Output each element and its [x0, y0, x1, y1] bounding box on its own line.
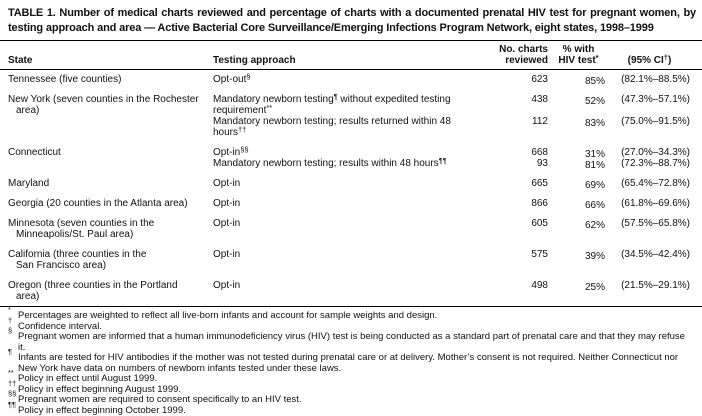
- approach-text: Mandatory newborn testing; results returned within 48 hours: [213, 116, 451, 138]
- table-row: [213, 158, 694, 169]
- footnote-text: Pregnant women are informed that a human immunodeficiency virus (HIV) test is being conducted as a standard part of prenatal care and that they may refuse it.: [18, 331, 685, 353]
- table-row-new-york: [8, 94, 694, 138]
- state-name-wrap: area): [8, 291, 213, 302]
- ci-value: (72.3%–88.7%): [605, 158, 694, 169]
- column-header-charts-reviewed: [480, 44, 552, 66]
- approach-text: Opt-out: [213, 74, 246, 85]
- table-row: [213, 249, 694, 260]
- table-row: [213, 280, 694, 291]
- pct-hiv-test-value: 83%: [552, 118, 605, 140]
- footnote-text: Confidence interval.: [18, 321, 102, 332]
- footnote-marker: ¶¶: [439, 156, 447, 165]
- state-cell: [8, 198, 213, 209]
- table-title: TABLE 1. Number of medical charts reviewed and percentage of charts with a documented prenatal HIV test for pregnant women, by testing approach and area — Active Bacterial Core Surveillance/Emerging Infections Program Network, eight states, 1998–1999: [0, 0, 702, 40]
- charts-reviewed-value: 866: [480, 198, 552, 209]
- ci-value: (21.5%–29.1%): [605, 280, 694, 291]
- ci-value: (65.4%–72.8%): [605, 178, 694, 189]
- approach-text: Opt-in: [213, 280, 240, 291]
- state-name: Minnesota (seven counties in the: [8, 218, 213, 229]
- pct-hiv-test-value: 25%: [552, 282, 605, 293]
- state-name: Maryland: [8, 178, 213, 189]
- footnotes-section: [0, 307, 702, 416]
- ci-value: (47.3%–57.1%): [605, 94, 694, 116]
- table-row: [213, 218, 694, 229]
- testing-approach-cell: [213, 218, 480, 229]
- footnote-marker: §§: [240, 145, 248, 154]
- column-header-state: State: [8, 55, 213, 66]
- footnote-marker-asterisk: *: [596, 53, 599, 62]
- table-row: [213, 178, 694, 189]
- charts-reviewed-value: 665: [480, 178, 552, 189]
- footnote-double-dagger: †† Policy in effect beginning August 1999.: [8, 385, 694, 396]
- ci-value: (82.1%–88.5%): [605, 74, 694, 85]
- entries: [213, 178, 694, 189]
- state-cell: [8, 147, 213, 169]
- approach-text: Opt-in: [213, 178, 240, 189]
- table-row: [213, 116, 694, 138]
- pct-hiv-test-value: 52%: [552, 96, 605, 118]
- table-row: [213, 74, 694, 85]
- state-cell: [8, 94, 213, 138]
- column-header-pct-line1: % with: [552, 44, 605, 55]
- footnote-dagger: † Confidence interval.: [8, 322, 694, 333]
- table-row-california: [8, 249, 694, 271]
- approach-text: Opt-in: [213, 218, 240, 229]
- testing-approach-cell: [213, 74, 480, 85]
- state-name: California (three counties in the: [8, 249, 213, 260]
- state-name-wrap: Minneapolis/St. Paul area): [8, 229, 213, 240]
- table-row-minnesota: [8, 218, 694, 240]
- testing-approach-cell: [213, 116, 480, 138]
- state-cell: [8, 178, 213, 189]
- footnote-marker: ¶: [334, 92, 338, 101]
- footnote-section: § Pregnant women are informed that a human immunodeficiency virus (HIV) test is being conducted as a standard part of prenatal care and that they may refuse it.: [8, 332, 694, 353]
- column-header-ci-label: (95% CI: [628, 55, 664, 66]
- state-cell: [8, 280, 213, 302]
- footnote-text: Infants are tested for HIV antibodies if the mother was not tested during prenatal care or at delivery. Mother’s consent is not required. Neither Connecticut nor New York have data on numbers of newborn infants tested under these laws.: [18, 352, 678, 374]
- column-header-pct-line2: [552, 55, 605, 66]
- charts-reviewed-value: 668: [480, 147, 552, 158]
- state-name-wrap: area): [8, 105, 213, 116]
- state-name: Connecticut: [8, 147, 213, 158]
- state-name: Tennessee (five counties): [8, 74, 213, 85]
- footnote-marker: §: [246, 72, 250, 81]
- approach-text: Opt-in: [213, 147, 240, 158]
- entries: [213, 218, 694, 240]
- testing-approach-cell: [213, 178, 480, 189]
- footnote-marker: ††: [238, 125, 246, 134]
- state-cell: [8, 74, 213, 85]
- ci-value: (75.0%–91.5%): [605, 116, 694, 138]
- table-row-tennessee: [8, 74, 694, 85]
- state-cell: [8, 249, 213, 271]
- ci-value: (61.8%–69.6%): [605, 198, 694, 209]
- footnote-double-paragraph: ¶¶ Policy in effect beginning October 1999.: [8, 406, 694, 416]
- approach-text: Opt-in: [213, 249, 240, 260]
- pct-hiv-test-value: 66%: [552, 200, 605, 211]
- entries: [213, 198, 694, 209]
- table-body: [0, 70, 702, 306]
- approach-text: Opt-in: [213, 198, 240, 209]
- testing-approach-cell: [213, 249, 480, 260]
- table-row: [213, 94, 694, 116]
- column-header-pct-label: HIV test: [558, 55, 595, 66]
- footnote-marker2: **: [266, 103, 272, 112]
- footnote-text: Policy in effect beginning October 1999.: [18, 405, 186, 416]
- footnote-paragraph: ¶ Infants are tested for HIV antibodies if the mother was not tested during prenatal care or at delivery. Mother’s consent is not required. Neither Connecticut nor New York have data on numbers of newborn infants tested under these laws.: [8, 353, 694, 374]
- entries: [213, 74, 694, 85]
- pct-hiv-test-value: 31%: [552, 149, 605, 160]
- testing-approach-cell: [213, 158, 480, 169]
- charts-reviewed-value: 623: [480, 74, 552, 85]
- pct-hiv-test-value: 85%: [552, 76, 605, 87]
- table-row-georgia: [8, 198, 694, 209]
- charts-reviewed-value: 575: [480, 249, 552, 260]
- footnote-double-asterisk: ** Policy in effect until August 1999.: [8, 374, 694, 385]
- state-name: Georgia (20 counties in the Atlanta area): [8, 198, 213, 209]
- column-header-charts-line2: reviewed: [480, 55, 548, 66]
- pct-hiv-test-value: 39%: [552, 251, 605, 262]
- footnote-double-section: §§ Pregnant women are required to consent specifically to an HIV test.: [8, 395, 694, 406]
- entries: [213, 249, 694, 271]
- state-cell: [8, 218, 213, 240]
- charts-reviewed-value: 112: [480, 116, 552, 138]
- pct-hiv-test-value: 62%: [552, 220, 605, 231]
- table-row: [213, 198, 694, 209]
- charts-reviewed-value: 93: [480, 158, 552, 169]
- column-header-charts-line1: No. charts: [480, 44, 548, 55]
- table-row: [213, 147, 694, 158]
- table-row-maryland: [8, 178, 694, 189]
- state-name: New York (seven counties in the Rochester: [8, 94, 213, 105]
- ci-value: (27.0%–34.3%): [605, 147, 694, 158]
- entries: [213, 147, 694, 169]
- testing-approach-cell: [213, 280, 480, 291]
- charts-reviewed-value: 498: [480, 280, 552, 291]
- entries: [213, 94, 694, 138]
- footnote-asterisk: * Percentages are weighted to reflect all live-born infants and account for sample weights and design.: [8, 311, 694, 322]
- pct-hiv-test-value: 69%: [552, 180, 605, 191]
- table-row-oregon: [8, 280, 694, 302]
- column-header-ci-close: ): [668, 55, 671, 66]
- pct-hiv-test-value: 81%: [552, 160, 605, 171]
- table-header-row: [0, 41, 702, 69]
- column-header-ci: [605, 55, 694, 66]
- table-row-connecticut: [8, 147, 694, 169]
- ci-value: (57.5%–65.8%): [605, 218, 694, 229]
- footnote-text: Pregnant women are required to consent specifically to an HIV test.: [18, 394, 302, 405]
- entries: [213, 280, 694, 302]
- footnote-text: Policy in effect until August 1999.: [18, 373, 157, 384]
- footnote-text: Percentages are weighted to reflect all live-born infants and account for sample weights and design.: [18, 310, 437, 321]
- state-name: Oregon (three counties in the Portland: [8, 280, 213, 291]
- column-header-pct-hiv-test: [552, 44, 605, 66]
- footnote-marker-dagger: †: [664, 53, 668, 62]
- state-name-wrap: San Francisco area): [8, 260, 213, 271]
- testing-approach-cell: [213, 94, 480, 116]
- charts-reviewed-value: 438: [480, 94, 552, 116]
- ci-value: (34.5%–42.4%): [605, 249, 694, 260]
- testing-approach-cell: [213, 198, 480, 209]
- column-header-testing-approach: Testing approach: [213, 55, 480, 66]
- approach-text: Mandatory newborn testing; results within 48 hours: [213, 158, 439, 169]
- approach-text2: without expedited testing requirement: [213, 94, 451, 116]
- approach-text: Mandatory newborn testing: [213, 94, 334, 105]
- footnote-text: Policy in effect beginning August 1999.: [18, 384, 181, 395]
- charts-reviewed-value: 605: [480, 218, 552, 229]
